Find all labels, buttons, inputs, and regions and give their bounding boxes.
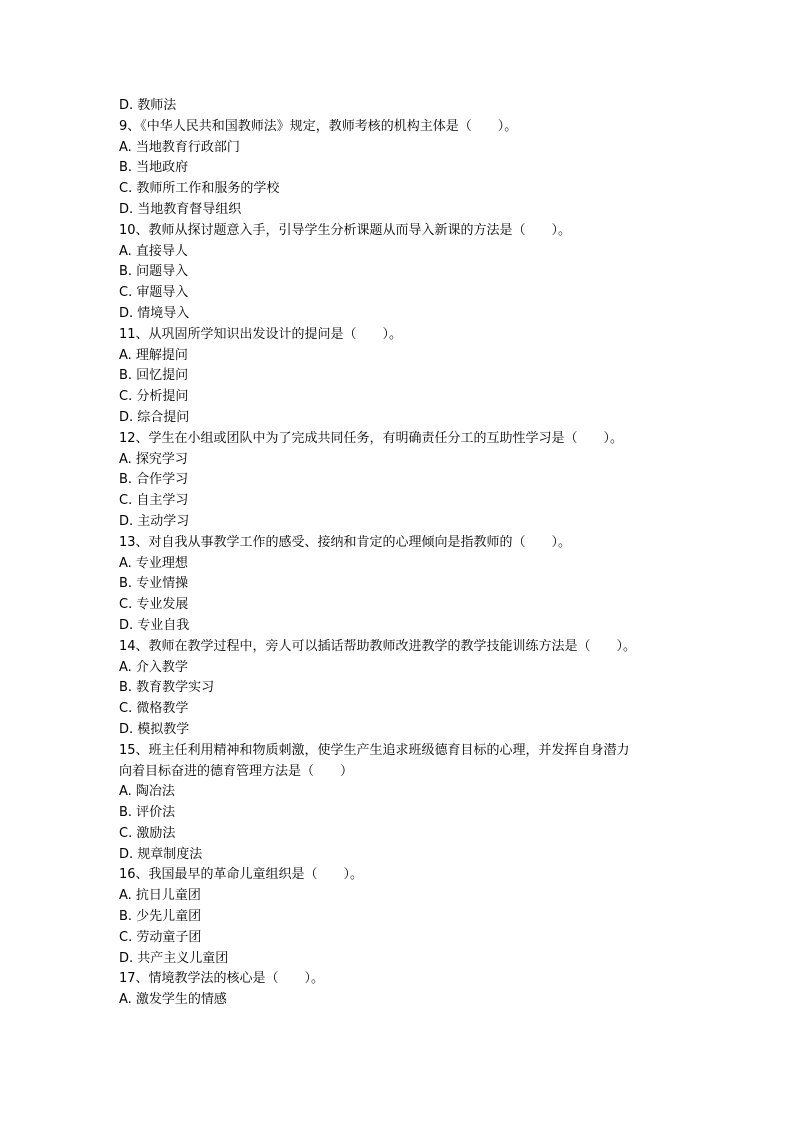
- question-line: 10、教师从探讨题意入手，引导学生分析课题从而导入新课的方法是（ ）。: [119, 222, 572, 238]
- question-line: 14、教师在教学过程中，旁人可以插话帮助教师改进教学的教学技能训练方法是（ ）。: [119, 638, 637, 654]
- option-line: D. 当地教育督导组织: [119, 201, 242, 217]
- option-line: A. 介入教学: [119, 659, 188, 675]
- option-line: C. 分析提问: [119, 389, 189, 405]
- option-line: A. 陶冶法: [119, 784, 175, 800]
- option-line: D. 共产主义儿童团: [119, 950, 229, 966]
- option-line: C. 劳动童子团: [119, 929, 202, 945]
- option-line: D. 教师法: [119, 98, 177, 113]
- option-line: C. 审题导入: [119, 285, 189, 301]
- option-line: B. 评价法: [119, 805, 176, 821]
- option-line: D. 专业自我: [119, 617, 190, 633]
- question-line: 15、班主任利用精神和物质刺激，使学生产生追求班级德育目标的心理，并发挥自身潜力: [119, 742, 630, 758]
- option-line: A. 当地教育行政部门: [119, 139, 240, 155]
- option-line: B. 问题导入: [119, 264, 189, 280]
- option-line: A. 理解提问: [119, 347, 188, 363]
- question-line: 13、对自我从事教学工作的感受、接纳和肯定的心理倾向是指教师的（ ）。: [119, 534, 572, 550]
- option-line: C. 微格教学: [119, 701, 189, 717]
- option-line: B. 当地政府: [119, 160, 189, 176]
- question-line: 9、《中华人民共和国教师法》规定，教师考核的机构主体是（ ）。: [119, 118, 518, 134]
- option-line: B. 回忆提问: [119, 368, 189, 384]
- question-line: 12、学生在小组或团队中为了完成共同任务，有明确责任分工的互助性学习是（ ）。: [119, 430, 624, 446]
- question-line: 11、从巩固所学知识出发设计的提问是（ ）。: [119, 326, 403, 342]
- option-line: C. 专业发展: [119, 597, 189, 613]
- option-line: A. 抗日儿童团: [119, 888, 201, 904]
- option-line: C. 教师所工作和服务的学校: [119, 181, 280, 197]
- option-line: D. 综合提问: [119, 409, 190, 425]
- option-line: D. 模拟教学: [119, 721, 190, 737]
- option-line: C. 激励法: [119, 825, 176, 841]
- option-line: A. 激发学生的情感: [119, 992, 227, 1008]
- option-line: C. 自主学习: [119, 493, 189, 509]
- question-line-continued: 向着目标奋进的德育管理方法是（ ）: [119, 763, 354, 779]
- option-line: B. 专业情操: [119, 576, 189, 592]
- document-page: [119, 96, 679, 1011]
- question-line: 17、情境教学法的核心是（ ）。: [119, 971, 325, 987]
- option-line: D. 主动学习: [119, 513, 190, 529]
- option-line: D. 情境导入: [119, 305, 190, 321]
- question-line: 16、我国最早的革命儿童组织是（ ）。: [119, 867, 364, 883]
- option-line: A. 探究学习: [119, 451, 188, 467]
- option-line: A. 直接导人: [119, 243, 188, 259]
- option-line: B. 少先儿童团: [119, 909, 202, 925]
- option-line: B. 教育教学实习: [119, 680, 215, 696]
- option-line: A. 专业理想: [119, 555, 188, 571]
- option-line: B. 合作学习: [119, 472, 189, 488]
- option-line: D. 规章制度法: [119, 846, 203, 862]
